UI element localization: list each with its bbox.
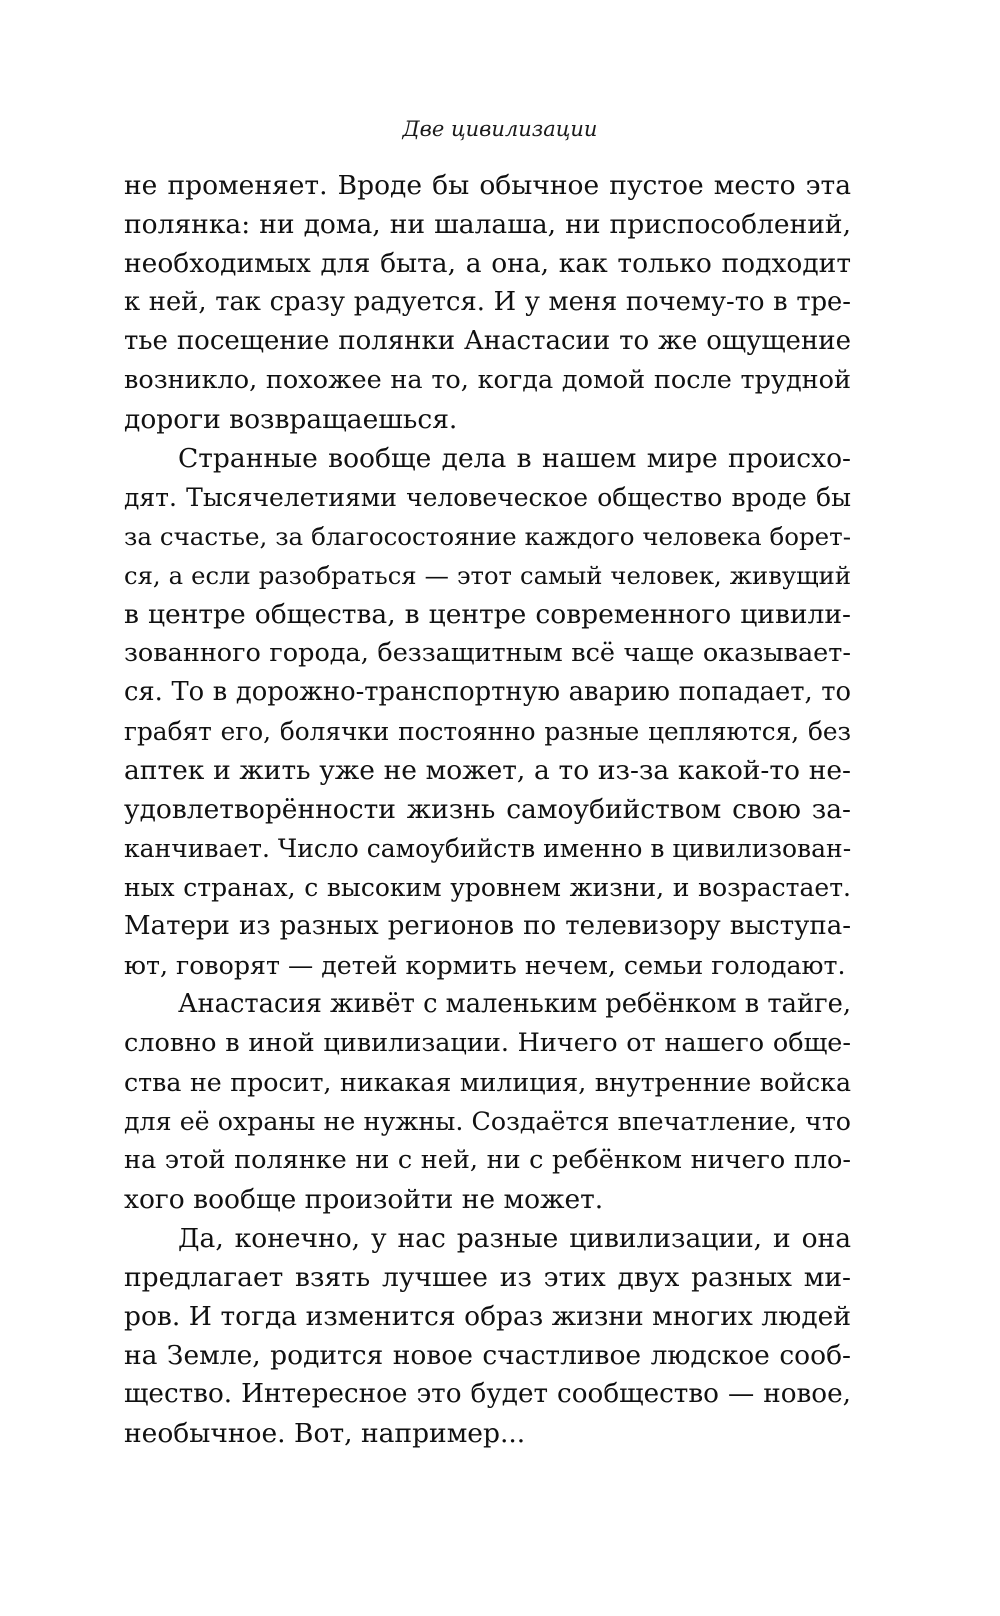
text-line: тье посещение полянки Анастасии то же ощущение bbox=[124, 326, 851, 356]
text-line: словно в иной цивилизации. Ничего от нашего обще- bbox=[124, 1028, 851, 1058]
text-line: полянка: ни дома, ни шалаша, ни приспособлений, bbox=[124, 209, 851, 240]
text-line: ных странах, с высоким уровнем жизни, и возрастает. bbox=[124, 873, 851, 902]
running-head: Две цивилизации bbox=[402, 117, 598, 141]
text-line: возникло, похожее на то, когда домой после трудной bbox=[124, 365, 851, 395]
text-line: за счастье, за благосостояние каждого человека борет- bbox=[124, 522, 851, 551]
text-line: на Земле, родится новое счастливое людское сооб- bbox=[124, 1340, 851, 1371]
text-line: необычное. Вот, например... bbox=[124, 1418, 526, 1449]
text-line: ют, говорят — детей кормить нечем, семьи голодают. bbox=[124, 951, 846, 980]
body-text bbox=[124, 166, 851, 1453]
text-line: ров. И тогда изменится образ жизни многих людей bbox=[124, 1301, 851, 1332]
text-line: Анастасия живёт с маленьким ребёнком в тайге, bbox=[178, 989, 851, 1019]
text-line: Матери из разных регионов по телевизору выступа- bbox=[124, 911, 851, 941]
text-line: для её охраны не нужны. Создаётся впечатление, что bbox=[124, 1107, 851, 1136]
text-line: грабят его, болячки постоянно разные цепляются, без bbox=[124, 717, 851, 746]
text-line: в центре общества, в центре современного цивили- bbox=[124, 599, 851, 630]
text-line: к ней, так сразу радуется. И у меня почему-то в тре- bbox=[124, 287, 851, 317]
text-line: зованного города, беззащитным всё чаще оказывает- bbox=[124, 638, 851, 668]
text-line: Да, конечно, у нас разные цивилизации, и она bbox=[178, 1223, 851, 1254]
text-line: аптек и жить уже не может, а то из-за какой-то не- bbox=[124, 755, 851, 786]
text-line: хого вообще произойти не может. bbox=[124, 1184, 604, 1215]
text-line: дороги возвращаешься. bbox=[124, 404, 458, 435]
text-line: ся, а если разобраться — этот самый человек, живущий bbox=[124, 561, 851, 590]
text-line: предлагает взять лучшее из этих двух разных ми- bbox=[124, 1262, 851, 1293]
text-line: необходимых для быта, а она, как только подходит bbox=[124, 248, 851, 279]
text-line: ся. То в дорожно-транспортную аварию попадает, то bbox=[124, 677, 851, 707]
text-line: дят. Тысячелетиями человеческое общество вроде бы bbox=[124, 483, 851, 512]
text-line: ства не просит, никакая милиция, внутренние войска bbox=[124, 1068, 851, 1097]
text-line: не променяет. Вроде бы обычное пустое место эта bbox=[124, 170, 851, 201]
text-line: Странные вообще дела в нашем мире происхо- bbox=[178, 443, 851, 474]
text-line: щество. Интересное это будет сообщество — новое, bbox=[124, 1379, 851, 1409]
text-line: на этой полянке ни с ней, ни с ребёнком ничего пло- bbox=[124, 1145, 851, 1175]
text-line: канчивает. Число самоубийств именно в цивилизован- bbox=[124, 834, 851, 863]
text-line: удовлетворённости жизнь самоубийством свою за- bbox=[124, 794, 851, 825]
